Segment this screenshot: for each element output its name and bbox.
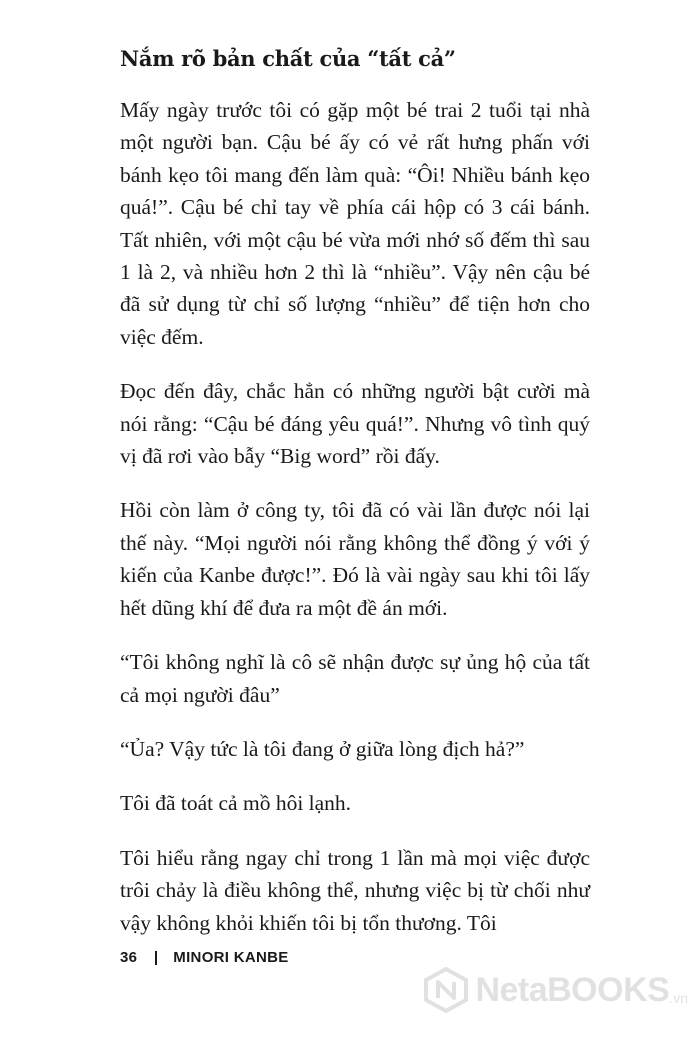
page-number: 36: [120, 949, 138, 966]
watermark: [423, 967, 688, 1013]
watermark-suffix: .vn: [669, 990, 688, 1006]
paragraph-1: Mấy ngày trước tôi có gặp một bé trai 2 tuổi tại nhà một người bạn. Cậu bé ấy có vẻ rất hưng phấn với bánh kẹo tôi mang đến làm quà: “Ôi! Nhiều bánh kẹo quá!”. Cậu bé chỉ tay về phía cái hộp có 3 cái bánh. Tất nhiên, với một cậu bé vừa mới nhớ số đếm thì sau 1 là 2, và nhiều hơn 2 thì là “nhiều”. Vậy nên cậu bé đã sử dụng từ chỉ số lượng “nhiều” để tiện hơn cho việc đếm.: [120, 98, 590, 349]
netabooks-logo-icon: [423, 967, 469, 1013]
page-footer: [120, 949, 289, 966]
paragraph-2: Đọc đến đây, chắc hẳn có những người bật cười mà nói rằng: “Cậu bé đáng yêu quá!”. Nhưng vô tình quý vị đã rơi vào bẫy “Big word” rồi đấy.: [120, 379, 590, 469]
paragraph-5: “Ủa? Vậy tức là tôi đang ở giữa lòng địch hả?”: [120, 736, 525, 761]
paragraph-4: “Tôi không nghĩ là cô sẽ nhận được sự ủng hộ của tất cả mọi người đâu”: [120, 650, 590, 707]
section-heading: Nắm rõ bản chất của “tất cả”: [120, 46, 456, 71]
body-text: [120, 94, 590, 961]
paragraph-3: Hồi còn làm ở công ty, tôi đã có vài lần được nói lại thế này. “Mọi người nói rằng không thể đồng ý với ý kiến của Kanbe được!”. Đó là vài ngày sau khi tôi lấy hết dũng khí để đưa ra một đề án mới.: [120, 498, 590, 620]
paragraph-6: Tôi đã toát cả mồ hôi lạnh.: [120, 791, 352, 816]
footer-separator: [155, 951, 157, 965]
paragraph-7: Tôi hiểu rằng ngay chỉ trong 1 lần mà mọi việc được trôi chảy là điều không thể, nhưng việc bị từ chối như vậy không khỏi khiến tôi bị tổn thương. Tôi: [120, 845, 590, 935]
author-name: MINORI KANBE: [173, 949, 289, 966]
watermark-text: NetaBOOKS: [475, 970, 670, 1009]
